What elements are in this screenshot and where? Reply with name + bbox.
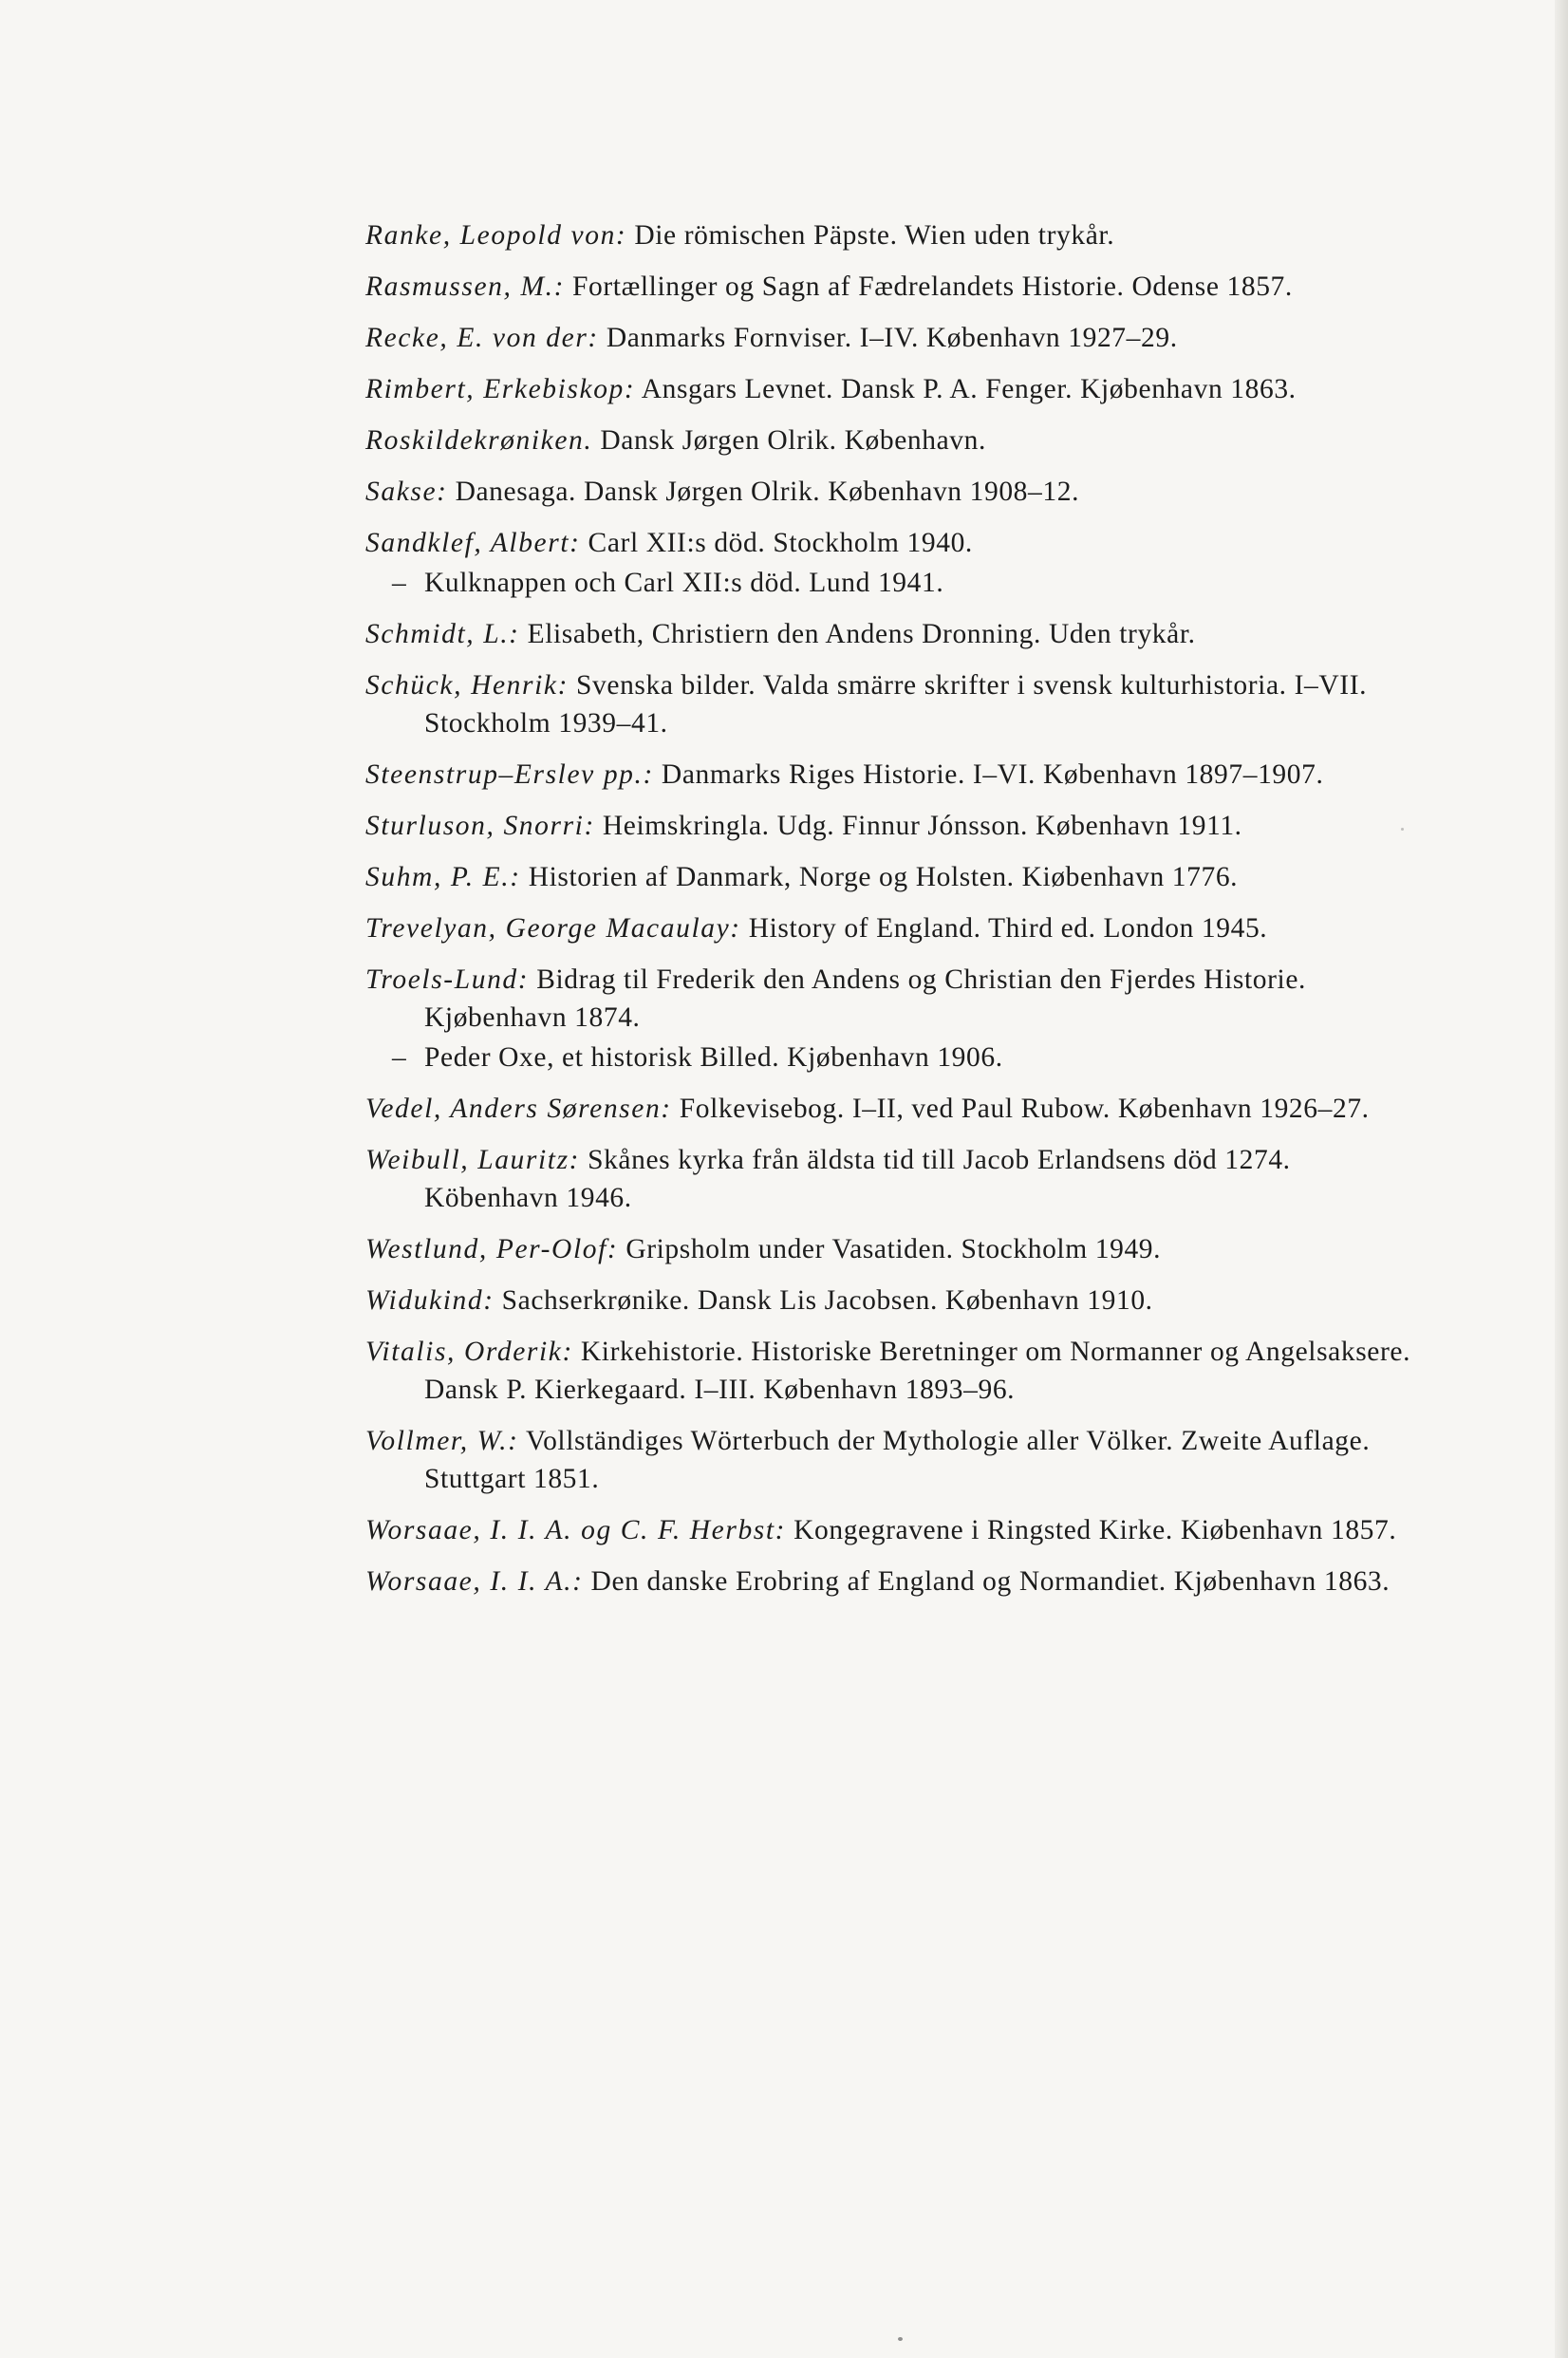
entry-text: Ansgars Levnet. Dansk P. A. Fenger. Kjøbenhavn 1863. (641, 374, 1297, 404)
entry-text: Skånes kyrka från äldsta tid till Jacob Erlandsens död 1274. Köbenhavn 1946. (424, 1145, 1291, 1213)
bibliography-list (365, 216, 1414, 1614)
entry-text: Vollständiges Wörterbuch der Mythologie aller Völker. Zweite Auflage. Stuttgart 1851. (424, 1426, 1371, 1494)
bibliography-entry (365, 1333, 1414, 1409)
bibliography-entry (365, 615, 1414, 653)
bibliography-entry (365, 807, 1414, 845)
ditto-dash: – (392, 1042, 407, 1073)
entry-author: Vedel, Anders Sørensen: (365, 1094, 672, 1124)
entry-author: Worsaae, I. I. A.: (365, 1566, 584, 1597)
bibliography-entry (365, 961, 1414, 1037)
bibliography-entry (365, 421, 1414, 459)
bibliography-entry (365, 1090, 1414, 1128)
entry-author: Schmidt, L.: (365, 619, 520, 649)
bibliography-entry (365, 1282, 1414, 1319)
paper-speck (1401, 828, 1404, 831)
paper-speck (898, 2337, 903, 2341)
entry-text: Danmarks Riges Historie. I–VI. København 1897–1907. (661, 759, 1324, 790)
entry-author: Worsaae, I. I. A. og C. F. Herbst: (365, 1515, 787, 1545)
entry-text: Elisabeth, Christiern den Andens Dronning. Uden trykår. (527, 619, 1196, 649)
entry-author: Ranke, Leopold von: (365, 220, 627, 251)
entry-author: Sandklef, Albert: (365, 528, 581, 558)
bibliography-entry (365, 858, 1414, 896)
entry-text: History of England. Third ed. London 1945. (748, 913, 1268, 944)
entry-author: Steenstrup–Erslev pp.: (365, 759, 654, 790)
bibliography-entry (365, 216, 1414, 254)
entry-text: Kirkehistorie. Historiske Beretninger om Normanner og Angelsaksere. Dansk P. Kierkegaard. I–III. København 1893–96. (424, 1337, 1411, 1405)
bibliography-entry (365, 1563, 1414, 1600)
bibliography-entry (365, 756, 1414, 794)
entry-text: Die römischen Päpste. Wien uden trykår. (634, 220, 1115, 251)
entry-text: Kulknappen och Carl XII:s död. Lund 1941. (424, 568, 944, 598)
bibliography-entry (365, 319, 1414, 357)
entry-text: Danmarks Fornviser. I–IV. København 1927–29. (606, 323, 1178, 353)
entry-author: Sturluson, Snorri: (365, 811, 595, 841)
bibliography-entry-continuation (365, 564, 1414, 602)
entry-author: Recke, E. von der: (365, 323, 599, 353)
entry-text: Fortællinger og Sagn af Fædrelandets Historie. Odense 1857. (572, 271, 1293, 302)
entry-author: Schück, Henrik: (365, 670, 569, 701)
entry-text: Historien af Danmark, Norge og Holsten. Kiøbenhavn 1776. (528, 862, 1239, 892)
entry-author: Trevelyan, George Macaulay: (365, 913, 741, 944)
bibliography-entry (365, 909, 1414, 947)
entry-text: Folkevisebog. I–II, ved Paul Rubow. København 1926–27. (679, 1094, 1370, 1124)
entry-author: Rimbert, Erkebiskop: (365, 374, 636, 404)
bibliography-entry (365, 370, 1414, 408)
bibliography-entry (365, 1511, 1414, 1549)
entry-text: Den danske Erobring af England og Normandiet. Kjøbenhavn 1863. (590, 1566, 1391, 1597)
entry-author: Suhm, P. E.: (365, 862, 521, 892)
entry-author: Sakse: (365, 477, 448, 507)
entry-text: Gripsholm under Vasatiden. Stockholm 1949. (625, 1234, 1162, 1264)
entry-author: Vollmer, W.: (365, 1426, 519, 1456)
bibliography-entry-continuation (365, 1039, 1414, 1076)
entry-text: Dansk Jørgen Olrik. København. (600, 425, 986, 456)
entry-author: Weibull, Lauritz: (365, 1145, 581, 1175)
entry-text: Svenska bilder. Valda smärre skrifter i svensk kulturhistoria. I–VII. Stockholm 1939–41. (424, 670, 1368, 739)
entry-text: Danesaga. Dansk Jørgen Olrik. København 1908–12. (455, 477, 1080, 507)
bibliography-entry (365, 666, 1414, 742)
bibliography-entry (365, 1141, 1414, 1217)
entry-text: Heimskringla. Udg. Finnur Jónsson. København 1911. (602, 811, 1242, 841)
entry-author: Vitalis, Orderik: (365, 1337, 573, 1367)
entry-text: Kongegravene i Ringsted Kirke. Kiøbenhavn 1857. (793, 1515, 1397, 1545)
entry-author: Rasmussen, M.: (365, 271, 566, 302)
bibliography-entry (365, 1230, 1414, 1268)
entry-author: Roskildekrøniken. (365, 425, 593, 456)
entry-text: Bidrag til Frederik den Andens og Christian den Fjerdes Historie. Kjøbenhavn 1874. (424, 964, 1306, 1033)
bibliography-entry (365, 268, 1414, 306)
entry-text: Carl XII:s död. Stockholm 1940. (588, 528, 973, 558)
entry-author: Troels-Lund: (365, 964, 530, 995)
bibliography-entry (365, 473, 1414, 511)
ditto-dash: – (392, 568, 407, 598)
entry-text: Sachserkrønike. Dansk Lis Jacobsen. København 1910. (501, 1285, 1153, 1316)
bibliography-entry (365, 1422, 1414, 1498)
page-edge (1555, 0, 1568, 2358)
bibliography-entry (365, 524, 1414, 562)
entry-author: Westlund, Per-Olof: (365, 1234, 619, 1264)
entry-text: Peder Oxe, et historisk Billed. Kjøbenhavn 1906. (424, 1042, 1003, 1073)
entry-author: Widukind: (365, 1285, 495, 1316)
